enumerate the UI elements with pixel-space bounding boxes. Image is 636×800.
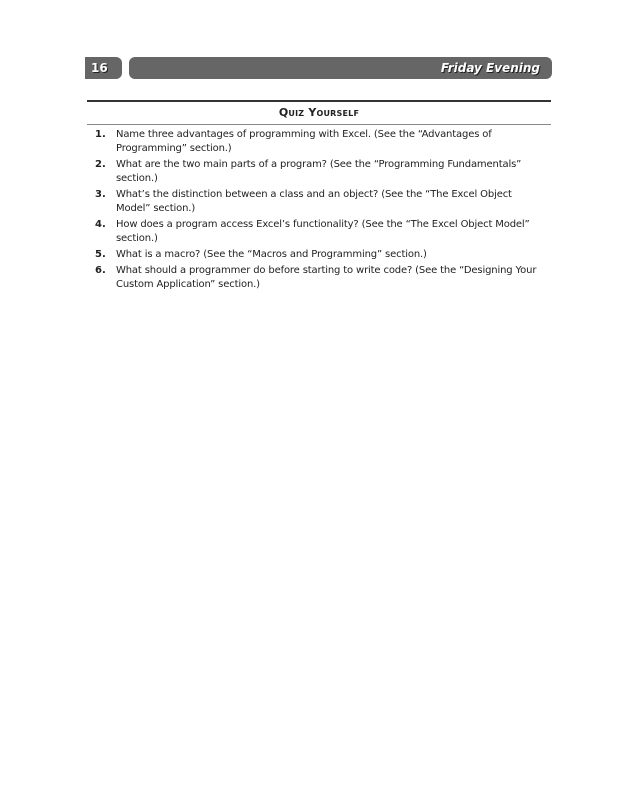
quiz-question-4 xyxy=(95,218,547,246)
question-text: What are the two main parts of a program? (See the “Programming Fundamentals” section.) xyxy=(116,159,522,184)
page-number: 16 xyxy=(91,61,108,75)
quiz-heading: Quiz Yourself xyxy=(278,106,360,119)
section-title: Friday Evening xyxy=(440,61,540,75)
quiz-question-3 xyxy=(95,188,547,216)
quiz-question-1 xyxy=(95,128,547,156)
page-header xyxy=(85,57,552,79)
quiz-bottom-rule xyxy=(87,124,551,125)
quiz-top-rule xyxy=(87,100,551,102)
quiz-question-list xyxy=(95,128,547,294)
question-number: 4. xyxy=(95,219,106,230)
question-number: 6. xyxy=(95,265,106,276)
quiz-question-5 xyxy=(95,248,547,262)
question-number: 2. xyxy=(95,159,106,170)
page-number-tab xyxy=(85,57,122,79)
question-text: What’s the distinction between a class and an object? (See the “The Excel Object Model” section.) xyxy=(116,189,512,214)
question-text: What should a programmer do before starting to write code? (See the “Designing Your Custom Application” section.) xyxy=(116,265,537,290)
quiz-question-6 xyxy=(95,264,547,292)
question-number: 3. xyxy=(95,189,106,200)
quiz-question-2 xyxy=(95,158,547,186)
question-text: What is a macro? (See the “Macros and Programming” section.) xyxy=(116,249,427,260)
question-number: 5. xyxy=(95,249,106,260)
section-title-bar xyxy=(129,57,552,79)
question-text: Name three advantages of programming with Excel. (See the “Advantages of Programming” section.) xyxy=(116,129,492,154)
question-text: How does a program access Excel’s functionality? (See the “The Excel Object Model” section.) xyxy=(116,219,530,244)
question-number: 1. xyxy=(95,129,106,140)
